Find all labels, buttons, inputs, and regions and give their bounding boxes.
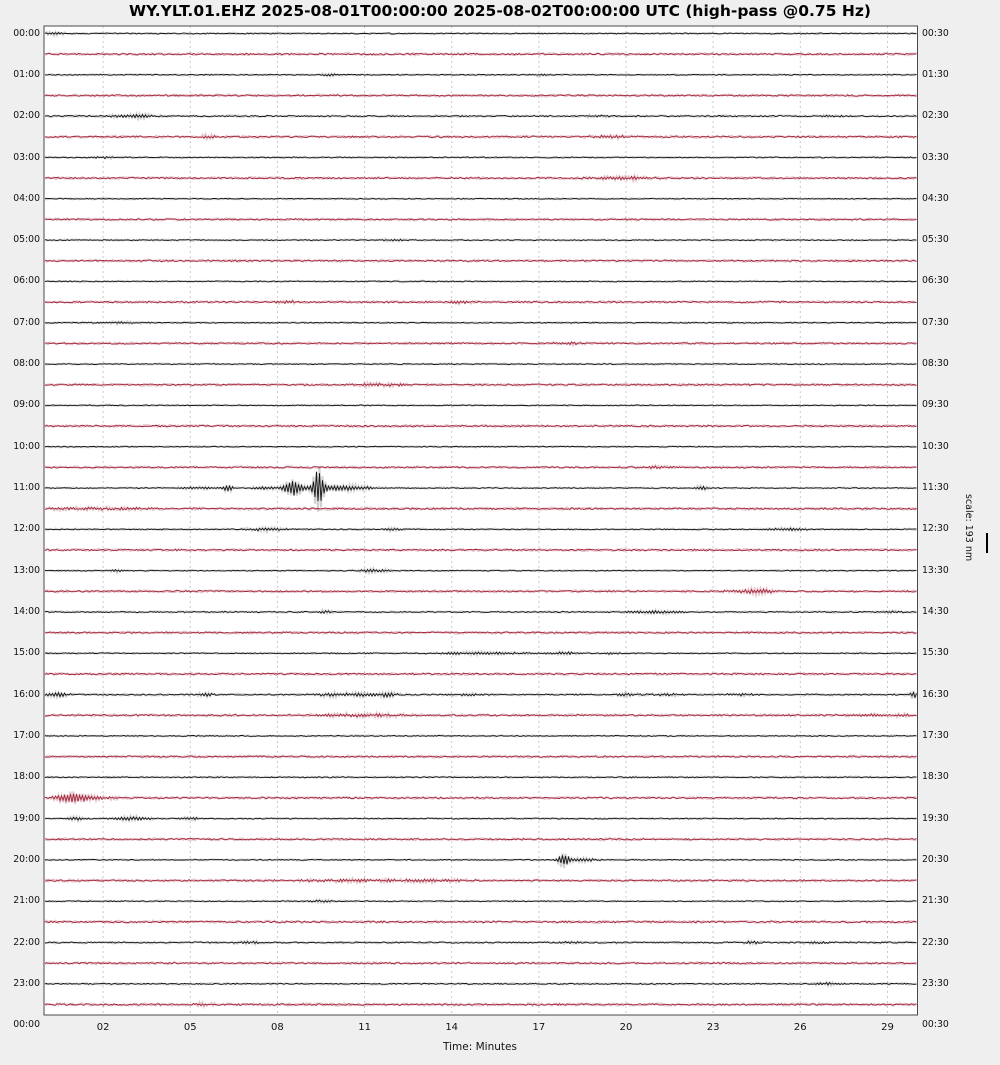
row-time-label-left: 00:00 (13, 27, 40, 39)
row-time-label-left: 13:00 (13, 564, 40, 576)
row-time-label-left: 21:00 (13, 895, 40, 907)
x-tick-label: 23 (706, 1022, 720, 1033)
row-time-label-right: 03:30 (922, 151, 949, 163)
row-time-label-right: 02:30 (922, 110, 949, 122)
row-time-label-right: 11:30 (922, 482, 949, 493)
plot-background (44, 26, 918, 1015)
row-time-label-left: 16:00 (13, 688, 40, 700)
row-time-label-right: 22:30 (922, 936, 949, 948)
row-time-label-left: 17:00 (13, 729, 40, 741)
x-tick-label: 14 (445, 1022, 459, 1033)
row-time-label-right: 17:30 (922, 729, 949, 741)
row-time-label-left: 23:00 (13, 977, 40, 989)
row-time-label-right: 13:30 (922, 564, 949, 576)
row-time-label-left: 15:00 (13, 647, 40, 659)
row-time-label-left: 22:00 (13, 936, 40, 948)
row-time-label-right: 18:30 (922, 771, 949, 783)
x-tick-label: 17 (532, 1022, 546, 1033)
x-tick-label: 20 (619, 1022, 633, 1033)
row-time-label-left: 07:00 (13, 316, 40, 328)
row-time-label-left: 01:00 (13, 68, 40, 80)
row-time-label-left: 02:00 (13, 110, 40, 122)
row-time-label-right: 04:30 (922, 192, 949, 204)
row-time-label-right: 00:30 (922, 27, 949, 39)
x-tick-label: 11 (358, 1022, 371, 1033)
row-time-label-right: 01:30 (922, 68, 949, 80)
row-time-label-right: 20:30 (922, 853, 949, 865)
amplitude-scale-bar (986, 533, 988, 553)
row-time-label-left: 11:00 (13, 482, 40, 493)
row-time-label-right: 09:30 (922, 399, 949, 411)
row-time-label-right: 05:30 (922, 234, 949, 246)
row-time-label-left: 19:00 (13, 812, 40, 824)
row-time-label-left: 09:00 (13, 399, 40, 411)
row-time-label-right: 15:30 (922, 647, 949, 659)
row-time-label-left: 05:00 (13, 234, 40, 246)
x-tick-label: 05 (183, 1022, 197, 1033)
row-time-label-left: 20:00 (13, 853, 40, 865)
row-time-label-right: 21:30 (922, 895, 949, 907)
row-time-label-right: 12:30 (922, 523, 949, 535)
next-day-end-label: 00:30 (922, 1019, 949, 1031)
amplitude-scale-label: scale: 193 nm (963, 494, 974, 562)
row-time-label-left: 12:00 (13, 523, 40, 535)
row-time-label-left: 06:00 (13, 275, 40, 287)
row-time-label-left: 10:00 (13, 440, 40, 452)
row-time-label-right: 08:30 (922, 358, 949, 370)
row-time-label-right: 23:30 (922, 977, 949, 989)
x-tick-label: 02 (96, 1022, 110, 1033)
next-day-start-label: 00:00 (13, 1019, 40, 1031)
row-time-label-left: 04:00 (13, 192, 40, 204)
row-time-label-left: 18:00 (13, 771, 40, 783)
x-axis-title: Time: Minutes (443, 1041, 517, 1053)
row-time-label-left: 03:00 (13, 151, 40, 163)
row-time-label-right: 16:30 (922, 688, 949, 700)
chart-title: WY.YLT.01.EHZ 2025-08-01T00:00:00 2025-08-02T00:00:00 UTC (high-pass @0.75 Hz) (129, 2, 871, 20)
row-time-label-right: 06:30 (922, 275, 949, 287)
x-tick-label: 29 (881, 1022, 894, 1033)
row-time-label-right: 10:30 (922, 440, 949, 452)
x-tick-label: 26 (793, 1022, 807, 1033)
x-tick-label: 08 (271, 1022, 284, 1033)
row-time-label-left: 14:00 (13, 606, 40, 617)
row-time-label-left: 08:00 (13, 358, 40, 370)
row-time-label-right: 14:30 (922, 606, 949, 617)
row-time-label-right: 07:30 (922, 316, 949, 328)
row-time-label-right: 19:30 (922, 812, 949, 824)
